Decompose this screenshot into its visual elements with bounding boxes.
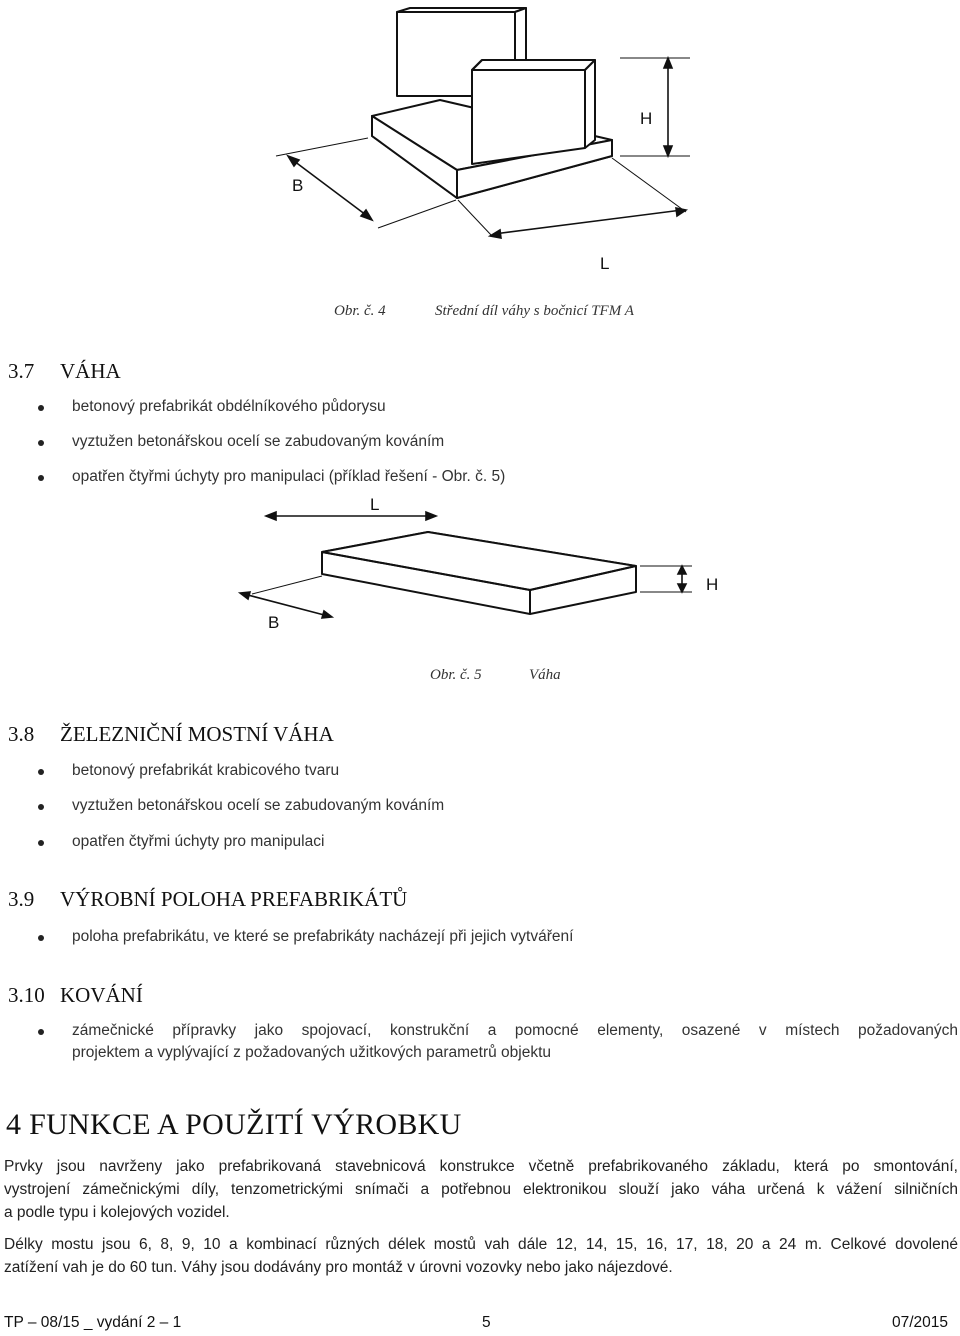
fig4-caption-text: Střední díl váhy s bočnicí TFM A bbox=[435, 303, 634, 319]
section-heading-3-9 bbox=[8, 887, 407, 912]
fig4-l-label: L bbox=[600, 254, 610, 273]
bullet-dot bbox=[38, 935, 44, 941]
footer-page-number: 5 bbox=[482, 1314, 491, 1331]
list-item: opatřen čtyřmi úchyty pro manipulaci (příklad řešení - Obr. č. 5) bbox=[72, 468, 506, 485]
paragraph-line: Délky mostu jsou 6, 8, 9, 10 a kombinací různých délek mostů vah dále 12, 14, 15, 16, 17, 18, 20 a 24 m. Celkové dovolené bbox=[4, 1236, 958, 1253]
bullet-dot bbox=[38, 769, 44, 775]
figure-5-drawing bbox=[230, 485, 730, 635]
list-item: betonový prefabrikát obdélníkového půdorysu bbox=[72, 398, 386, 415]
section-heading-3-7 bbox=[8, 359, 121, 384]
footer-doc-id: TP – 08/15 _ vydání 2 – 1 bbox=[4, 1314, 182, 1331]
list-item: poloha prefabrikátu, ve které se prefabrikáty nacházejí při jejich vytváření bbox=[72, 928, 574, 945]
fig5-h-label: H bbox=[706, 575, 719, 594]
section-number: 3.8 bbox=[8, 722, 35, 746]
paragraph-line: a podle typu i kolejových vozidel. bbox=[4, 1204, 230, 1221]
fig5-l-label: L bbox=[370, 495, 380, 514]
list-item-continuation: projektem a vyplývající z požadovaných užitkových parametrů objektu bbox=[72, 1044, 552, 1061]
section-title: VÁHA bbox=[60, 359, 121, 383]
figure-4-drawing bbox=[250, 0, 700, 280]
list-item: vyztužen betonářskou ocelí se zabudovaným kováním bbox=[72, 433, 445, 450]
fig4-b-label: B bbox=[292, 176, 304, 195]
section-heading-3-10 bbox=[8, 983, 143, 1008]
fig5-caption-number: Obr. č. 5 bbox=[430, 667, 482, 683]
bullet-dot bbox=[38, 804, 44, 810]
bullet-dot bbox=[38, 840, 44, 846]
fig4-h-label: H bbox=[640, 109, 653, 128]
section-title: KOVÁNÍ bbox=[60, 983, 143, 1007]
list-item: betonový prefabrikát krabicového tvaru bbox=[72, 762, 340, 779]
list-item: vyztužen betonářskou ocelí se zabudovaným kováním bbox=[72, 797, 445, 814]
bullet-dot bbox=[38, 475, 44, 481]
paragraph-line: Prvky jsou navrženy jako prefabrikovaná stavebnicová konstrukce včetně prefabrikovaného základu, která po smontování, bbox=[4, 1158, 958, 1175]
bullet-dot bbox=[38, 1029, 44, 1035]
fig5-b-label: B bbox=[268, 613, 280, 632]
bullet-dot bbox=[38, 440, 44, 446]
section-number: 3.9 bbox=[8, 887, 35, 911]
section-heading-3-8 bbox=[8, 722, 334, 747]
bullet-dot bbox=[38, 405, 44, 411]
paragraph-line: zatížení vah je do 60 tun. Váhy jsou dodávány pro montáž v úrovni vozovky nebo jako nájezdové. bbox=[4, 1259, 673, 1276]
fig5-caption-text: Váha bbox=[529, 667, 561, 683]
section-title: VÝROBNÍ POLOHA PREFABRIKÁTŮ bbox=[60, 887, 408, 911]
list-item: zámečnické přípravky jako spojovací, konstrukční a pomocné elementy, osazené v místech požadovaných bbox=[72, 1022, 958, 1039]
fig4-caption-number: Obr. č. 4 bbox=[334, 303, 386, 319]
section-number: 3.7 bbox=[8, 359, 35, 383]
list-item: opatřen čtyřmi úchyty pro manipulaci bbox=[72, 833, 325, 850]
footer-date: 07/2015 bbox=[892, 1314, 949, 1331]
section-title: ŽELEZNIČNÍ MOSTNÍ VÁHA bbox=[60, 722, 334, 746]
paragraph-line: vystrojení zámečnickými díly, tenzometrickými snímači a potřebnou elektronikou slouží jako váha určená k vážení silničních bbox=[4, 1181, 958, 1198]
section-number: 3.10 bbox=[8, 983, 45, 1007]
chapter-heading: 4 FUNKCE A POUŽITÍ VÝROBKU bbox=[6, 1108, 462, 1141]
